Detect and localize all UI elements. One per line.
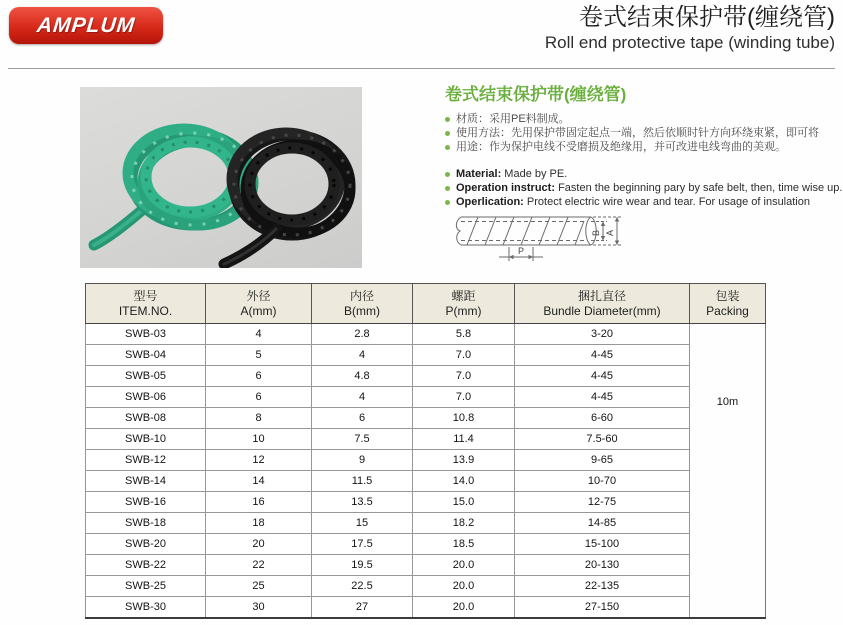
page-header — [545, 4, 835, 54]
table-cell: 22 — [206, 555, 312, 576]
bullet-item-en: Material: Made by PE. — [445, 167, 843, 181]
table-cell: 30 — [206, 597, 312, 618]
bullet-item-zh: 用途：作为保护电线不受磨损及绝缘用，并可改进电线弯曲的美观。 — [445, 140, 843, 154]
table-cell: 4-45 — [515, 345, 690, 366]
table-row — [86, 429, 766, 450]
bullet-label: Operation instruct: — [456, 182, 556, 194]
table-cell: 7.5 — [312, 429, 413, 450]
table-cell: SWB-20 — [86, 534, 206, 555]
table-cell: 4 — [312, 345, 413, 366]
column-header-en: B(mm) — [344, 303, 380, 318]
table-cell: 22-135 — [515, 576, 690, 597]
table-cell: 16 — [206, 492, 312, 513]
table-row — [86, 387, 766, 408]
coiled-tubes-illustration — [80, 87, 362, 268]
table-cell: 6-60 — [515, 408, 690, 429]
table-cell: SWB-04 — [86, 345, 206, 366]
table-cell: SWB-05 — [86, 366, 206, 387]
header-divider — [8, 68, 835, 69]
column-header — [690, 284, 766, 324]
table-cell: 13.5 — [312, 492, 413, 513]
packing-cell: 10m — [690, 324, 766, 618]
table-cell: 4 — [312, 387, 413, 408]
table-row — [86, 597, 766, 618]
table-cell: 22.5 — [312, 576, 413, 597]
table-cell: 20.0 — [413, 597, 515, 618]
table-cell: 25 — [206, 576, 312, 597]
table-cell: SWB-25 — [86, 576, 206, 597]
table-cell: 6 — [206, 387, 312, 408]
bullet-item-en: Operlication: Protect electric wire wear and tear. For usage of insulation — [445, 195, 843, 209]
product-photo — [80, 87, 362, 268]
table-cell: 10 — [206, 429, 312, 450]
page-title-en: Roll end protective tape (winding tube) — [544, 33, 835, 52]
spec-table-body — [86, 324, 766, 618]
table-cell: 18 — [206, 513, 312, 534]
table-cell: 9-65 — [515, 450, 690, 471]
table-cell: SWB-14 — [86, 471, 206, 492]
table-cell: 17.5 — [312, 534, 413, 555]
dimension-diagram — [451, 209, 637, 269]
table-cell: 15 — [312, 513, 413, 534]
table-cell: 10-70 — [515, 471, 690, 492]
table-cell: 5.8 — [413, 324, 515, 345]
table-cell: 15-100 — [515, 534, 690, 555]
table-cell: 11.5 — [312, 471, 413, 492]
column-header-zh: 外径 — [246, 288, 271, 303]
table-row — [86, 408, 766, 429]
table-cell: 19.5 — [312, 555, 413, 576]
table-cell: 12-75 — [515, 492, 690, 513]
bullet-item-zh: 使用方法：先用保护带固定起点一端，然后依顺时针方向环绕束紧，即可将 — [445, 126, 843, 140]
table-cell: 20.0 — [413, 576, 515, 597]
table-row — [86, 471, 766, 492]
table-cell: 6 — [312, 408, 413, 429]
column-header-zh: 包装 — [715, 288, 740, 303]
page-title-zh: 卷式结束保护带(缠绕管) — [579, 4, 835, 31]
table-cell: 11.4 — [413, 429, 515, 450]
table-row — [86, 324, 766, 345]
table-cell: SWB-03 — [86, 324, 206, 345]
bullets-en — [445, 167, 843, 209]
table-cell: SWB-16 — [86, 492, 206, 513]
table-row — [86, 513, 766, 534]
table-row — [86, 366, 766, 387]
section-title: 卷式结束保护带(缠绕管) — [445, 85, 627, 104]
column-header-zh: 型号 — [133, 288, 158, 303]
column-header — [312, 284, 413, 324]
table-cell: 7.0 — [413, 345, 515, 366]
table-cell: 14.0 — [413, 471, 515, 492]
table-cell: 9 — [312, 450, 413, 471]
table-cell: 18.5 — [413, 534, 515, 555]
table-cell: 4-45 — [515, 387, 690, 408]
table-cell: 5 — [206, 345, 312, 366]
table-cell: 7.5-60 — [515, 429, 690, 450]
table-cell: SWB-12 — [86, 450, 206, 471]
bullet-item-zh: 材质：采用PE料制成。 — [445, 112, 843, 126]
table-row — [86, 492, 766, 513]
table-row — [86, 555, 766, 576]
table-cell: SWB-30 — [86, 597, 206, 618]
table-cell: 7.0 — [413, 366, 515, 387]
table-cell: 18.2 — [413, 513, 515, 534]
table-row — [86, 534, 766, 555]
table-cell: 3-20 — [515, 324, 690, 345]
table-row — [86, 345, 766, 366]
table-cell: SWB-22 — [86, 555, 206, 576]
spec-table — [85, 283, 766, 619]
table-cell: SWB-08 — [86, 408, 206, 429]
column-header — [206, 284, 312, 324]
column-header-en: A(mm) — [240, 303, 277, 318]
table-cell: SWB-18 — [86, 513, 206, 534]
table-cell: 2.8 — [312, 324, 413, 345]
table-cell: 10.8 — [413, 408, 515, 429]
column-header-en: Bundle Diameter(mm) — [543, 303, 661, 318]
table-cell: 7.0 — [413, 387, 515, 408]
bullets-zh — [445, 112, 843, 154]
table-cell: 13.9 — [413, 450, 515, 471]
column-header-zh: 内径 — [349, 288, 374, 303]
table-cell: 20-130 — [515, 555, 690, 576]
table-row — [86, 576, 766, 597]
column-header-zh: 螺距 — [451, 288, 476, 303]
product-info — [445, 85, 843, 271]
table-cell: 20.0 — [413, 555, 515, 576]
table-cell: 4.8 — [312, 366, 413, 387]
diagram-label-p: P — [517, 246, 525, 256]
column-header-en: ITEM.NO. — [118, 303, 173, 318]
column-header-zh: 捆扎直径 — [577, 288, 626, 303]
spec-header-row — [86, 284, 766, 324]
column-header — [86, 284, 206, 324]
diagram-label-a: A — [605, 229, 615, 237]
bullet-label: Operlication: — [456, 196, 524, 208]
bullet-item-en: Operation instruct: Fasten the beginning pary by safe belt, then, time wise up. — [445, 181, 843, 195]
column-header — [413, 284, 515, 324]
table-cell: 14 — [206, 471, 312, 492]
table-cell: 4 — [206, 324, 312, 345]
brand-logo — [9, 7, 163, 44]
column-header-en: Packing — [706, 303, 749, 318]
table-cell: 8 — [206, 408, 312, 429]
table-cell: 15.0 — [413, 492, 515, 513]
table-cell: 12 — [206, 450, 312, 471]
table-cell: 27-150 — [515, 597, 690, 618]
table-cell: SWB-10 — [86, 429, 206, 450]
table-cell: SWB-06 — [86, 387, 206, 408]
column-header — [515, 284, 690, 324]
column-header-en: P(mm) — [445, 303, 482, 318]
table-cell: 4-45 — [515, 366, 690, 387]
brand-logo-text: AMPLUM — [35, 13, 137, 37]
table-row — [86, 450, 766, 471]
diagram-label-b: B — [591, 229, 601, 237]
table-cell: 6 — [206, 366, 312, 387]
table-cell: 14-85 — [515, 513, 690, 534]
table-cell: 27 — [312, 597, 413, 618]
bullet-label: Material: — [456, 168, 502, 180]
table-cell: 20 — [206, 534, 312, 555]
